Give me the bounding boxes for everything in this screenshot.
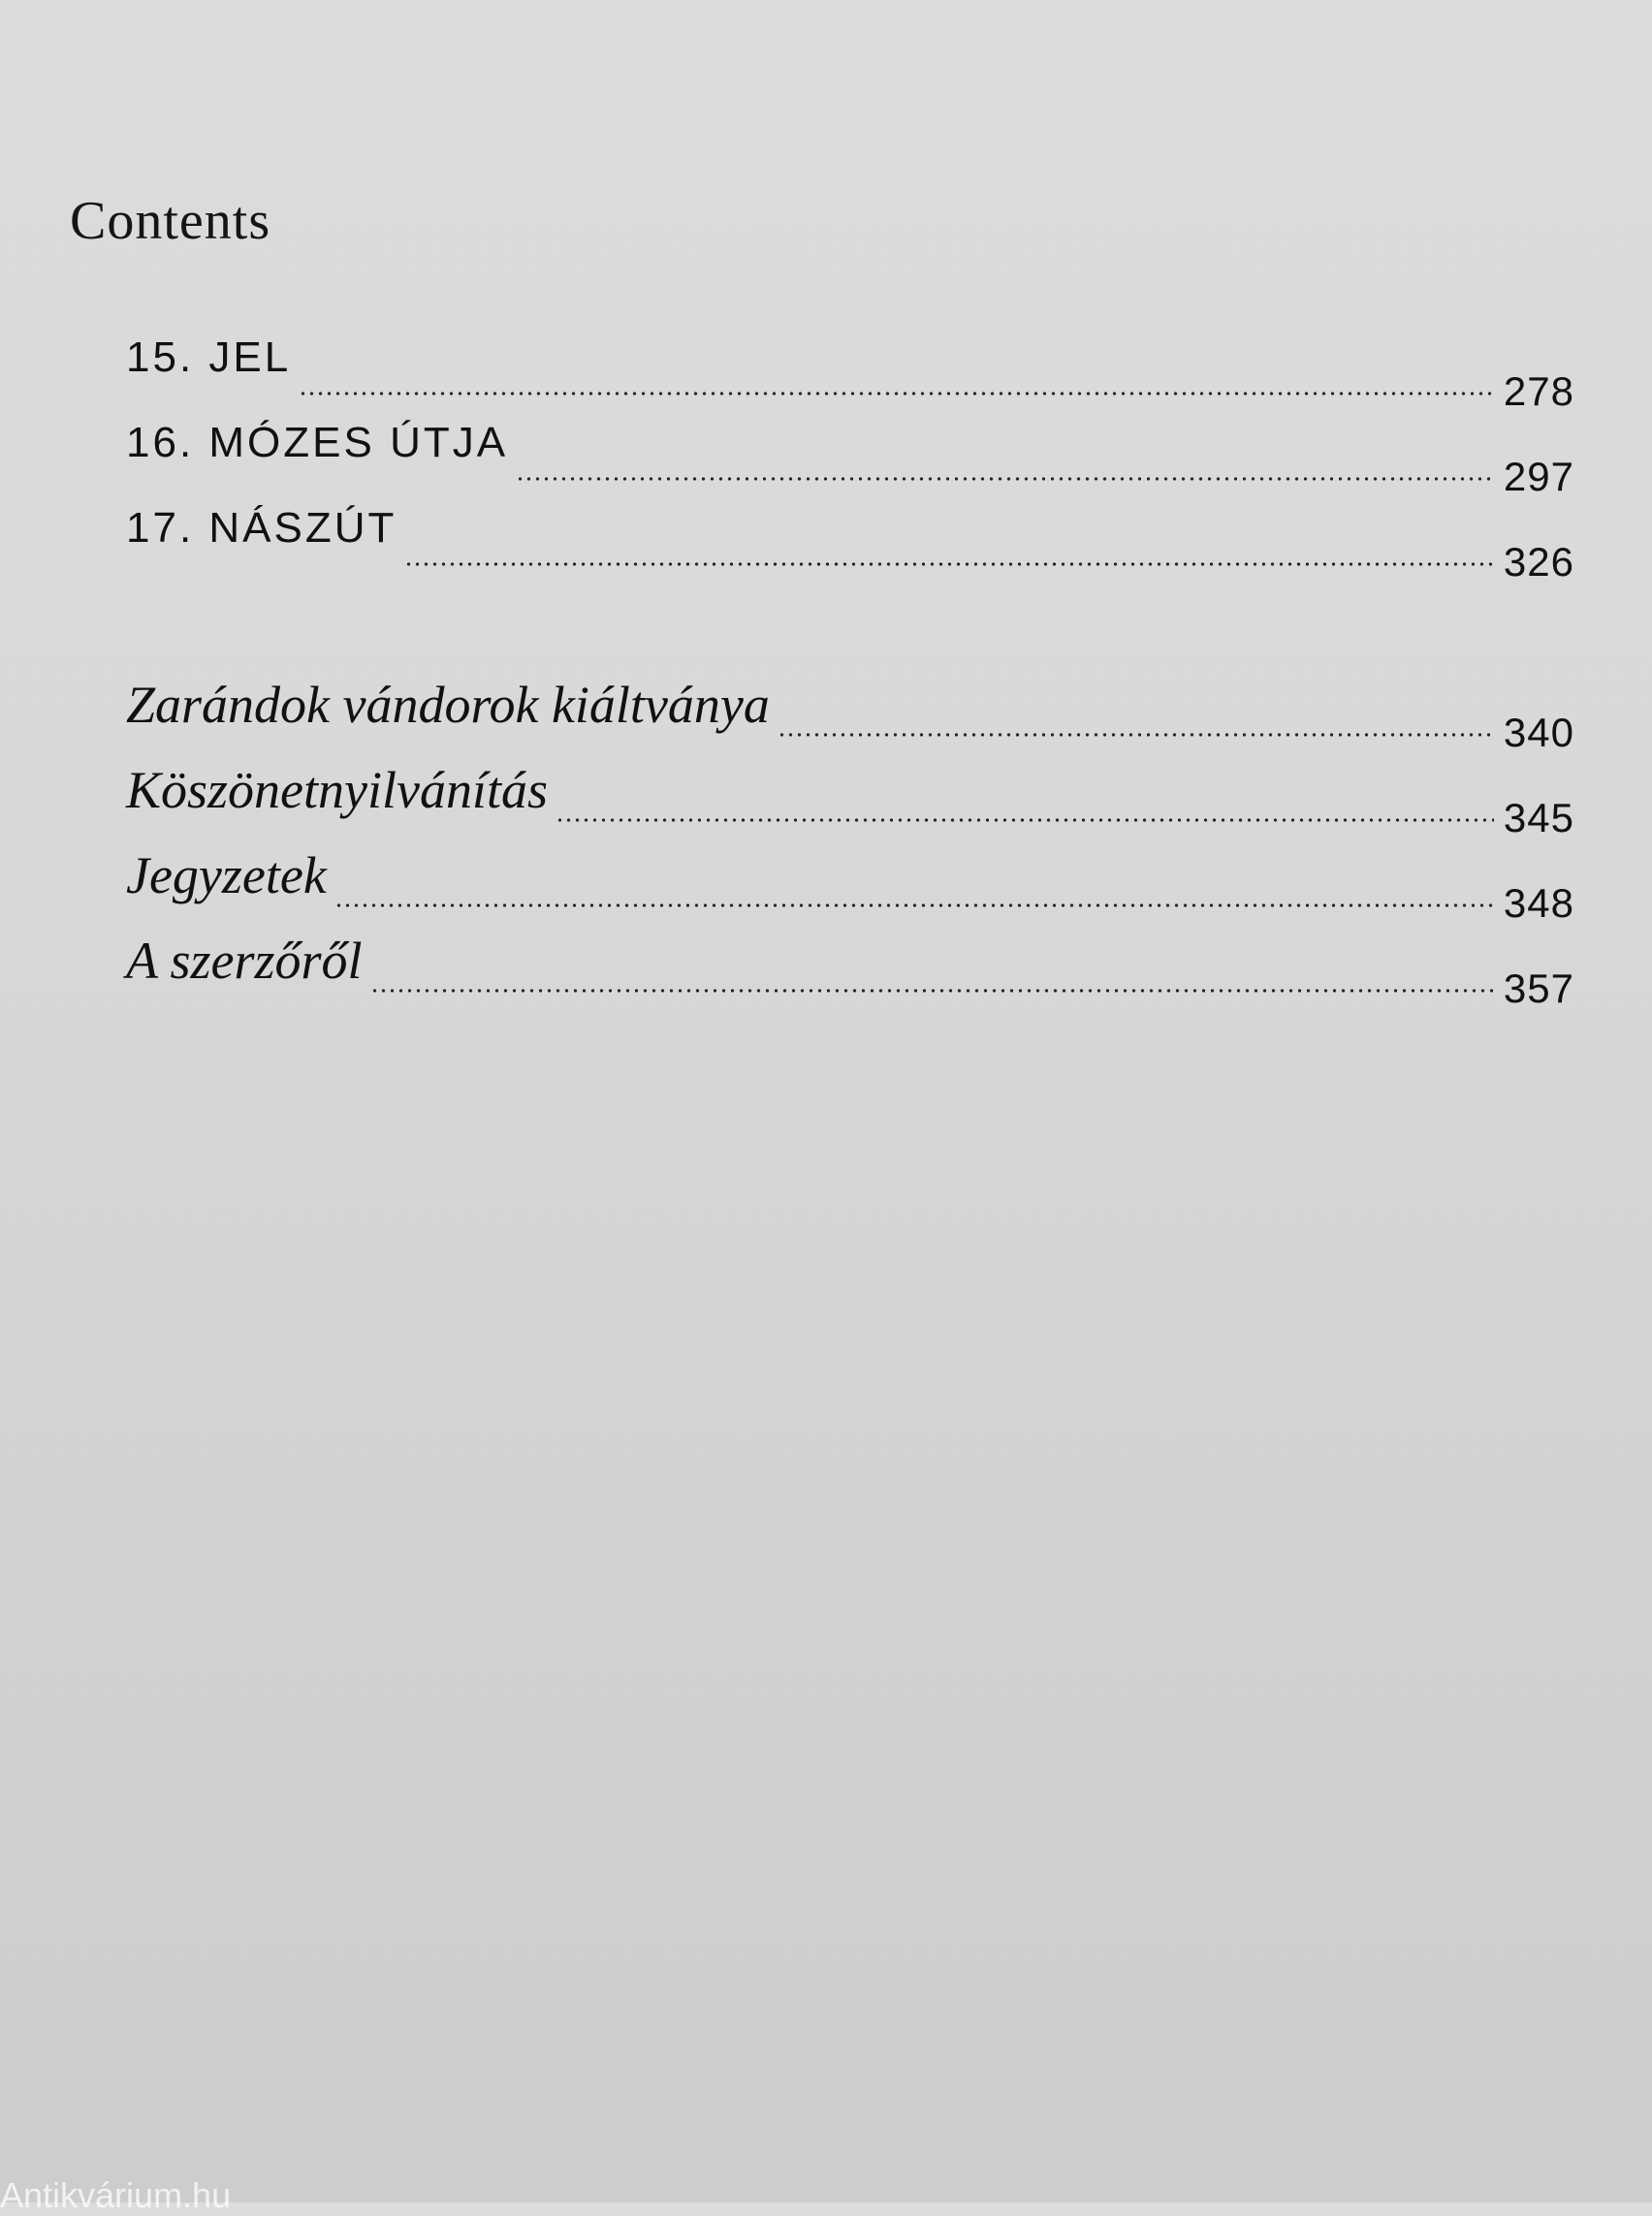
toc-entry-label: 17. NÁSZÚT — [126, 504, 397, 552]
toc-chapters — [126, 333, 1574, 589]
toc-entry-page: 278 — [1503, 368, 1574, 414]
page-title: Contents — [70, 191, 271, 251]
toc-entry-page: 326 — [1503, 539, 1574, 585]
toc-entry-label: A szerzőről — [126, 932, 363, 990]
toc-entry-label: Zarándok vándorok kiáltványa — [126, 676, 770, 734]
dot-leader — [299, 392, 1494, 396]
watermark: Antikvárium.hu — [0, 2175, 232, 2215]
toc-entry — [126, 333, 1574, 419]
toc-back-matter — [126, 675, 1574, 1016]
toc-entry-page: 348 — [1503, 880, 1574, 926]
toc-entry-page: 340 — [1503, 710, 1574, 755]
dot-leader — [334, 903, 1494, 907]
toc-entry — [126, 845, 1574, 931]
toc-entry — [126, 931, 1574, 1016]
dot-leader — [404, 562, 1494, 566]
toc-entry-label: 15. JEL — [126, 333, 292, 381]
toc-entry — [126, 419, 1574, 504]
toc-entry-page: 357 — [1503, 966, 1574, 1011]
toc-entry-page: 345 — [1503, 795, 1574, 840]
toc-entry-label: Jegyzetek — [126, 846, 327, 904]
toc-entry-label: Köszönetnyilvánítás — [126, 761, 548, 819]
dot-leader — [556, 818, 1494, 822]
toc-entry-label: 16. MÓZES ÚTJA — [126, 419, 509, 466]
toc-entry — [126, 675, 1574, 760]
dot-leader — [370, 989, 1494, 993]
dot-leader — [778, 733, 1494, 737]
toc-entry — [126, 760, 1574, 845]
toc-entry — [126, 504, 1574, 589]
dot-leader — [516, 477, 1494, 481]
toc-entry-page: 297 — [1503, 454, 1574, 499]
